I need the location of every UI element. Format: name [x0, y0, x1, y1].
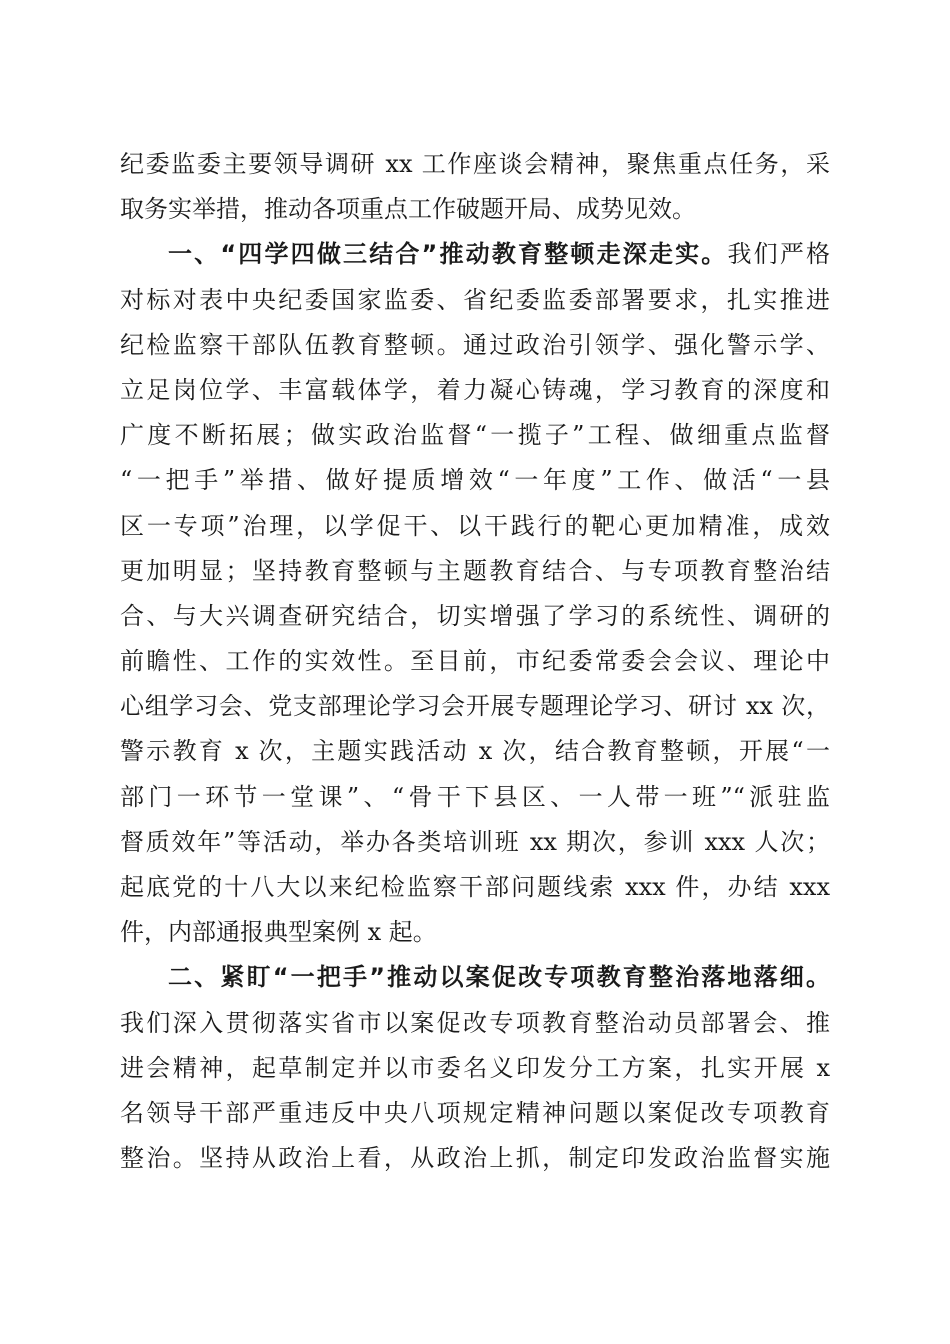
body-text: 广度不断拓展；做实政治监督“一揽子”工程、做细重点监督: [120, 421, 830, 450]
text-line: [120, 368, 830, 413]
text-line: [120, 504, 830, 549]
text-line: [120, 820, 830, 865]
text-line: [120, 639, 830, 684]
body-text: 区一专项”治理，以学促干、以干践行的靶心更加精准，成效: [120, 511, 830, 540]
text-line: [120, 775, 830, 820]
body-text: 更加明显；坚持教育整顿与主题教育结合、与专项教育整治结: [120, 556, 830, 585]
body-text: 心组学习会、党支部理论学习会开展专题理论学习、研讨 xx 次，: [120, 692, 830, 721]
text-line: [120, 1001, 830, 1046]
text-line: [120, 187, 830, 232]
text-line: [120, 323, 830, 368]
text-line: [120, 1091, 830, 1136]
body-text: 警示教育 x 次，主题实践活动 x 次，结合教育整顿，开展“一: [120, 737, 830, 766]
text-line: [120, 232, 830, 277]
text-line: [120, 910, 830, 955]
body-text: 件，内部通报典型案例 x 起。: [120, 918, 437, 947]
body-text: 我们深入贯彻落实省市以案促改专项教育整治动员部署会、推: [120, 1008, 830, 1037]
body-text: 部门一环节一堂课”、“骨干下县区、一人带一班”“派驻监: [120, 782, 830, 811]
text-line: [120, 413, 830, 458]
text-line: [120, 1046, 830, 1091]
body-text: 纪检监察干部队伍教育整顿。通过政治引领学、强化警示学、: [120, 330, 830, 359]
text-line: [120, 278, 830, 323]
body-text: 名领导干部严重违反中央八项规定精神问题以案促改专项教育: [120, 1098, 830, 1127]
body-text: 进会精神，起草制定并以市委名义印发分工方案，扎实开展 x: [120, 1053, 830, 1082]
body-text: 起底党的十八大以来纪检监察干部问题线索 xxx 件，办结 xxx: [120, 873, 830, 901]
text-line: [120, 955, 830, 1000]
body-text: 取务实举措，推动各项重点工作破题开局、成势见效。: [120, 195, 696, 224]
body-text: 立足岗位学、丰富载体学，着力凝心铸魂，学习教育的深度和: [120, 375, 830, 404]
text-line: [120, 549, 830, 594]
body-text: 合、与大兴调查研究结合，切实增强了学习的系统性、调研的: [120, 601, 830, 630]
body-text: 督质效年”等活动，举办各类培训班 xx 期次，参训 xxx 人次；: [120, 827, 830, 856]
body-text: “一把手”举措、做好提质增效“一年度”工作、做活“一县: [120, 466, 830, 495]
body-text: 前瞻性、工作的实效性。至目前，市纪委常委会会议、理论中: [120, 647, 830, 676]
text-line: [120, 594, 830, 639]
text-line: [120, 458, 830, 503]
text-line: [120, 142, 830, 187]
text-line: [120, 729, 830, 774]
body-text: 对标对表中央纪委国家监委、省纪委监委部署要求，扎实推进: [120, 285, 830, 314]
text-line: [120, 1136, 830, 1181]
document-body: [120, 142, 830, 1181]
section-heading: 一、“四学四做三结合”推动教育整顿走深走实。: [168, 240, 728, 269]
text-line: [120, 865, 830, 910]
body-text: 整治。坚持从政治上看，从政治上抓，制定印发政治监督实施: [120, 1144, 830, 1173]
text-line: [120, 684, 830, 729]
body-text: 纪委监委主要领导调研 xx 工作座谈会精神，聚焦重点任务，采: [120, 150, 830, 178]
body-text: 我们严格: [727, 240, 831, 269]
section-heading: 二、紧盯“一把手”推动以案促改专项教育整治落地落细。: [168, 963, 830, 992]
